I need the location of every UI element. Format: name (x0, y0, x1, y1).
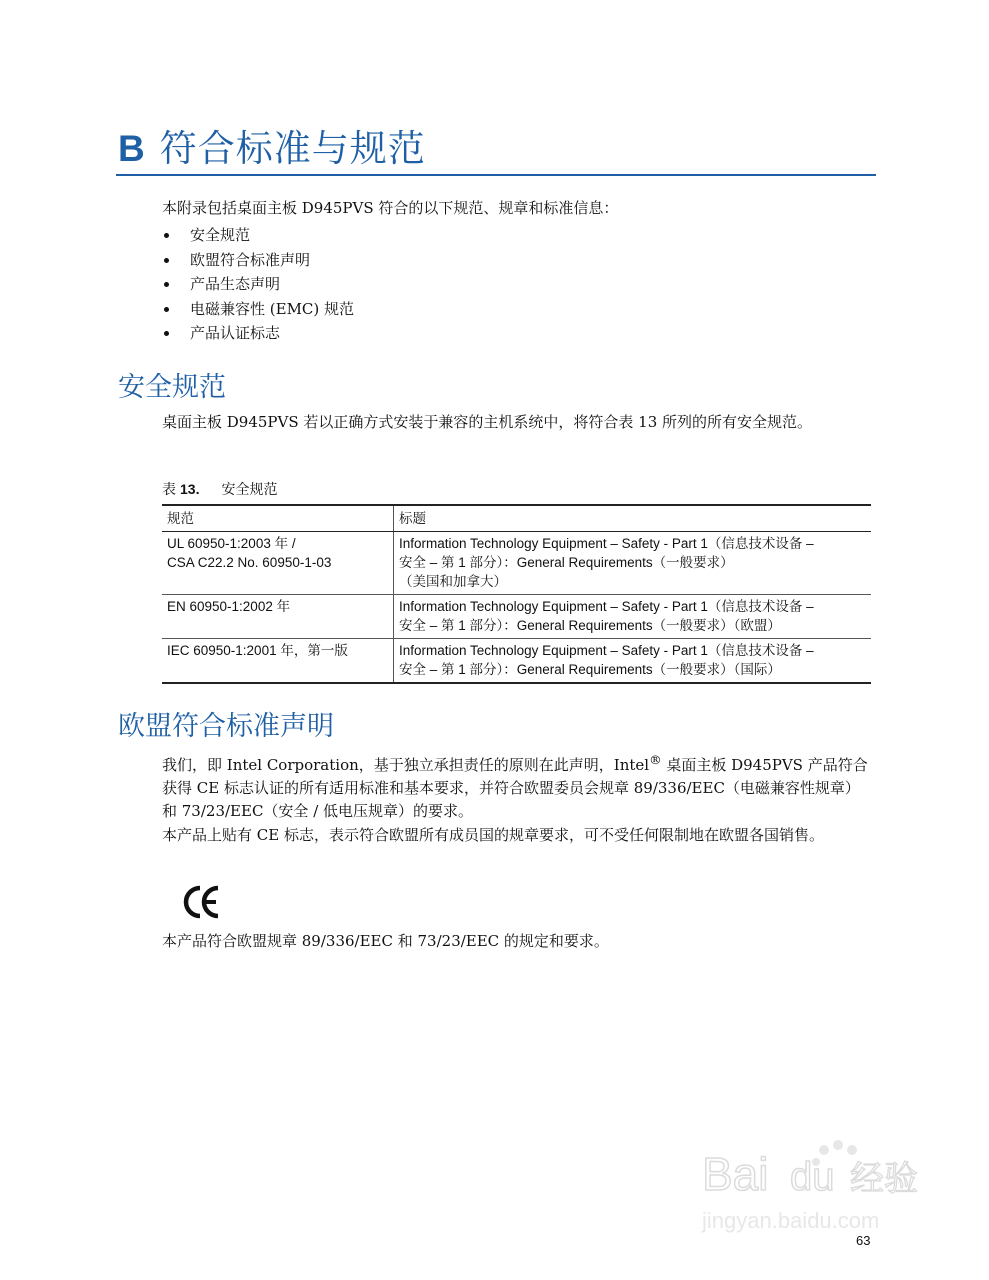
spec-cell: EN 60950-1:2002 年 (162, 595, 394, 639)
svg-text:jingyan.baidu.com: jingyan.baidu.com (702, 1208, 880, 1233)
list-item: 安全规范 (162, 224, 354, 249)
registered-mark: ® (649, 752, 662, 767)
safety-standards-table (162, 504, 871, 684)
list-item: 产品认证标志 (162, 322, 354, 347)
svg-text:经验: 经验 (850, 1159, 918, 1199)
title-cell: Information Technology Equipment – Safety - Part 1（信息技术设备 – 安全 – 第 1 部分）：General Requirements（一般要求） （美国和加拿大） (394, 532, 872, 595)
table-header-row (162, 505, 871, 532)
svg-text:Bai: Bai (702, 1148, 769, 1200)
safety-paragraph: 桌面主板 D945PVS 若以正确方式安装于兼容的主机系统中，将符合表 13 所列的所有安全规范。 (162, 413, 813, 431)
list-item: 产品生态声明 (162, 273, 354, 298)
chapter-title (118, 118, 426, 172)
title-cell: Information Technology Equipment – Safety - Part 1（信息技术设备 – 安全 – 第 1 部分）：General Requirements（一般要求）（欧盟） (394, 595, 872, 639)
appendix-contents-list (162, 224, 354, 347)
chapter-divider (116, 174, 876, 176)
column-header-spec: 规范 (162, 505, 394, 532)
chapter-title-text: 符合标准与规范 (159, 127, 426, 170)
ce-mark-icon (182, 882, 222, 922)
caption-prefix: 表 (162, 481, 176, 497)
list-item: 电磁兼容性 (EMC) 规范 (162, 298, 354, 323)
table-row (162, 639, 871, 684)
bullet-icon (164, 282, 169, 287)
safety-heading: 安全规范 (118, 372, 226, 403)
compliance-paragraph: 本产品符合欧盟规章 89/336/EEC 和 73/23/EEC 的规定和要求。 (162, 932, 609, 950)
page-number: 63 (856, 1233, 871, 1248)
caption-number: 13. (180, 481, 200, 497)
title-cell: Information Technology Equipment – Safety - Part 1（信息技术设备 – 安全 – 第 1 部分）：General Requirements（一般要求）（国际） (394, 639, 872, 684)
intro-paragraph: 本附录包括桌面主板 D945PVS 符合的以下规范、规章和标准信息： (162, 199, 619, 217)
table-caption (162, 479, 277, 499)
column-header-title: 标题 (394, 505, 872, 532)
eu-declaration-paragraph: 我们，即 Intel Corporation，基于独立承担责任的原则在此声明，Intel® 桌面主板 D945PVS 产品符合获得 CE 标志认证的所有适用标准和基本要求，并符合欧盟委员会规章 89/336/EEC（电磁兼容性规章）和 73/23/EEC（安全 / 低电压规章）的要求。 (162, 752, 868, 820)
caption-title: 安全规范 (221, 481, 278, 497)
bullet-icon (164, 233, 169, 238)
svg-text:du: du (790, 1155, 835, 1199)
table-row (162, 595, 871, 639)
list-item: 欧盟符合标准声明 (162, 249, 354, 274)
bullet-icon (164, 307, 169, 312)
baidu-watermark-logo (700, 1130, 930, 1240)
table-row (162, 532, 871, 595)
ce-mark-paragraph: 本产品上贴有 CE 标志，表示符合欧盟所有成员国的规章要求，可不受任何限制地在欧盟各国销售。 (162, 826, 824, 844)
chapter-letter: B (118, 128, 146, 169)
eu-heading: 欧盟符合标准声明 (118, 711, 334, 742)
spec-cell: IEC 60950-1:2001 年，第一版 (162, 639, 394, 684)
bullet-icon (164, 331, 169, 336)
spec-cell: UL 60950-1:2003 年 / CSA C22.2 No. 60950-1-03 (162, 532, 394, 595)
bullet-icon (164, 258, 169, 263)
